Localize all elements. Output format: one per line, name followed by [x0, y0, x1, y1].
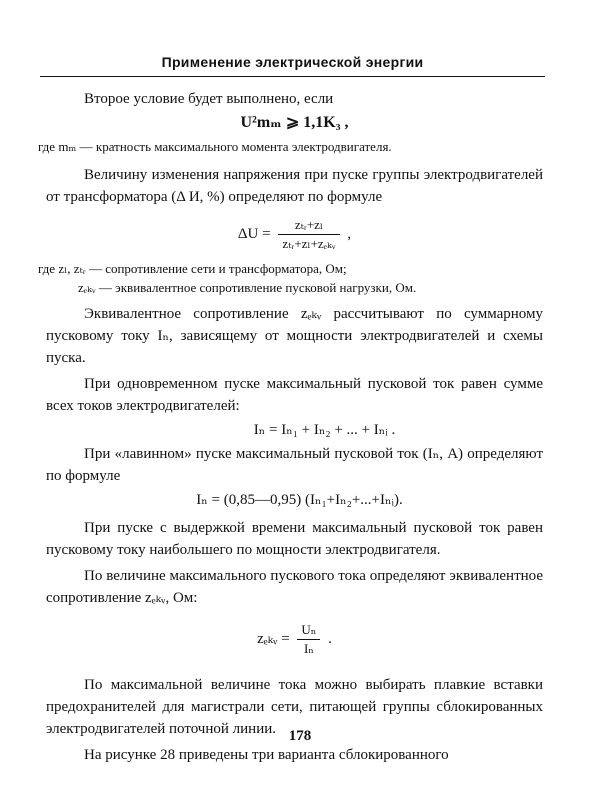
running-header: Применение электрической энергии: [161, 54, 424, 70]
page-number: 178: [288, 728, 312, 744]
formula-tail: ,: [347, 225, 352, 242]
paragraph: Величину изменения напряжения при пуске группы электродвигателей от трансформатора (Δ И, %) определяют по формуле: [46, 167, 543, 205]
formula-note: где zₗ, zₜᵣ — сопротивление сети и трансформатора, Ом;: [38, 261, 347, 276]
paragraph: При пуске с выдержкой времени максимальный пусковой ток равен пусковому току наибольшего по мощности электродвигателя.: [46, 520, 543, 558]
formula-tail: .: [328, 630, 332, 647]
paragraph: При «лавинном» пуске максимальный пусковой ток (Iₙ, А) определяют по формуле: [46, 446, 543, 484]
formula-lhs: zₑₖᵥ =: [257, 630, 290, 647]
formula-avalanche: Iₙ = (0,85—0,95) (Iₙ₁+Iₙ₂+...+Iₙᵢ).: [196, 492, 403, 508]
paragraph: По максимальной величине тока можно выбирать плавкие вставки предохранителей для магистрали сети, питающей группы сблокированных электродвигателей поточной линии.: [46, 677, 543, 737]
paragraph: Второе условие будет выполнено, если: [84, 91, 334, 107]
formula-lhs: ΔU =: [237, 225, 271, 242]
formula-note: где mₘ — кратность максимального момента электродвигателя.: [38, 139, 392, 154]
formula-equivalent-resistance: [46, 621, 543, 658]
paragraph: При одновременном пуске максимальный пусковой ток равен сумме всех токов электродвигателей:: [46, 376, 543, 414]
formula-condition: U²mₘ ⩾ 1,1K₃ ,: [240, 114, 349, 131]
fraction-denominator: Iₙ: [303, 641, 314, 656]
paragraph: По величине максимального пускового тока определяют эквивалентное сопротивление zₑₖᵥ, Ом:: [46, 568, 543, 606]
header-rule: [40, 76, 545, 77]
paragraph: Эквивалентное сопротивление zₑₖᵥ рассчитывают по суммарному пусковому току Iₙ, зависящему от мощности электродвигателей и схемы пуска.: [46, 306, 543, 366]
paragraph: На рисунке 28 приведены три варианта сблокированного: [84, 747, 449, 763]
fraction: [297, 621, 320, 658]
formula-note: zₑₖᵥ — эквивалентное сопротивление пусковой нагрузки, Ом.: [78, 280, 417, 295]
fraction: [278, 216, 339, 253]
formula-voltage-drop: [46, 216, 543, 253]
page-content: [38, 88, 543, 766]
fraction-denominator: zₜᵣ+zₗ+zₑₖᵥ: [282, 236, 336, 251]
fraction-numerator: zₜᵣ+zₗ: [278, 216, 339, 235]
formula-simultaneous: Iₙ = Iₙ₁ + Iₙ₂ + ... + Iₙᵢ .: [253, 422, 396, 438]
fraction-numerator: Uₙ: [297, 621, 320, 640]
